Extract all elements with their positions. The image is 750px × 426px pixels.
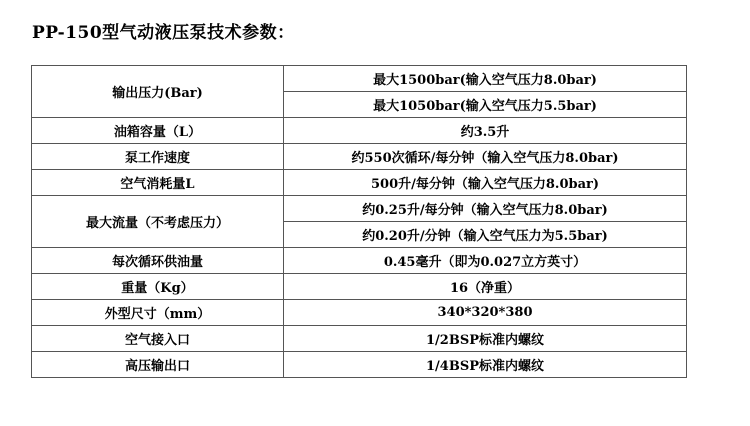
param-value: 500升/每分钟（输入空气压力8.0bar)	[284, 170, 687, 196]
table-row	[32, 248, 687, 274]
param-value: 最大1050bar(输入空气压力5.5bar)	[284, 92, 687, 118]
table-row	[32, 170, 687, 196]
param-value: 最大1500bar(输入空气压力8.0bar)	[284, 66, 687, 92]
param-label-high-pressure-outlet: 高压输出口	[32, 352, 284, 378]
param-value: 约0.20升/分钟（输入空气压力为5.5bar)	[284, 222, 687, 248]
param-label-pump-speed: 泵工作速度	[32, 144, 284, 170]
param-value: 0.45毫升（即为0.027立方英寸）	[284, 248, 687, 274]
table-row	[32, 66, 687, 92]
param-label-air-consumption: 空气消耗量L	[32, 170, 284, 196]
param-label-oil-per-cycle: 每次循环供油量	[32, 248, 284, 274]
param-label-air-inlet: 空气接入口	[32, 326, 284, 352]
param-value: 1/4BSP标准内螺纹	[284, 352, 687, 378]
table-row	[32, 326, 687, 352]
table-row	[32, 144, 687, 170]
param-value: 约0.25升/每分钟（输入空气压力8.0bar)	[284, 196, 687, 222]
param-label-output-pressure: 输出压力(Bar)	[32, 66, 284, 118]
table-row	[32, 352, 687, 378]
param-label-dimensions: 外型尺寸（mm）	[32, 300, 284, 326]
param-label-max-flow: 最大流量（不考虑压力）	[32, 196, 284, 248]
spec-table	[31, 65, 687, 378]
param-value: 16（净重）	[284, 274, 687, 300]
param-value: 约550次循环/每分钟（输入空气压力8.0bar)	[284, 144, 687, 170]
param-label-weight: 重量（Kg）	[32, 274, 284, 300]
table-row	[32, 196, 687, 222]
param-value: 约3.5升	[284, 118, 687, 144]
table-row	[32, 118, 687, 144]
table-row	[32, 274, 687, 300]
param-label-tank-capacity: 油箱容量（L）	[32, 118, 284, 144]
page-title: PP-150型气动液压泵技术参数：	[32, 23, 295, 43]
param-value: 1/2BSP标准内螺纹	[284, 326, 687, 352]
param-value: 340*320*380	[284, 300, 687, 326]
table-row	[32, 300, 687, 326]
